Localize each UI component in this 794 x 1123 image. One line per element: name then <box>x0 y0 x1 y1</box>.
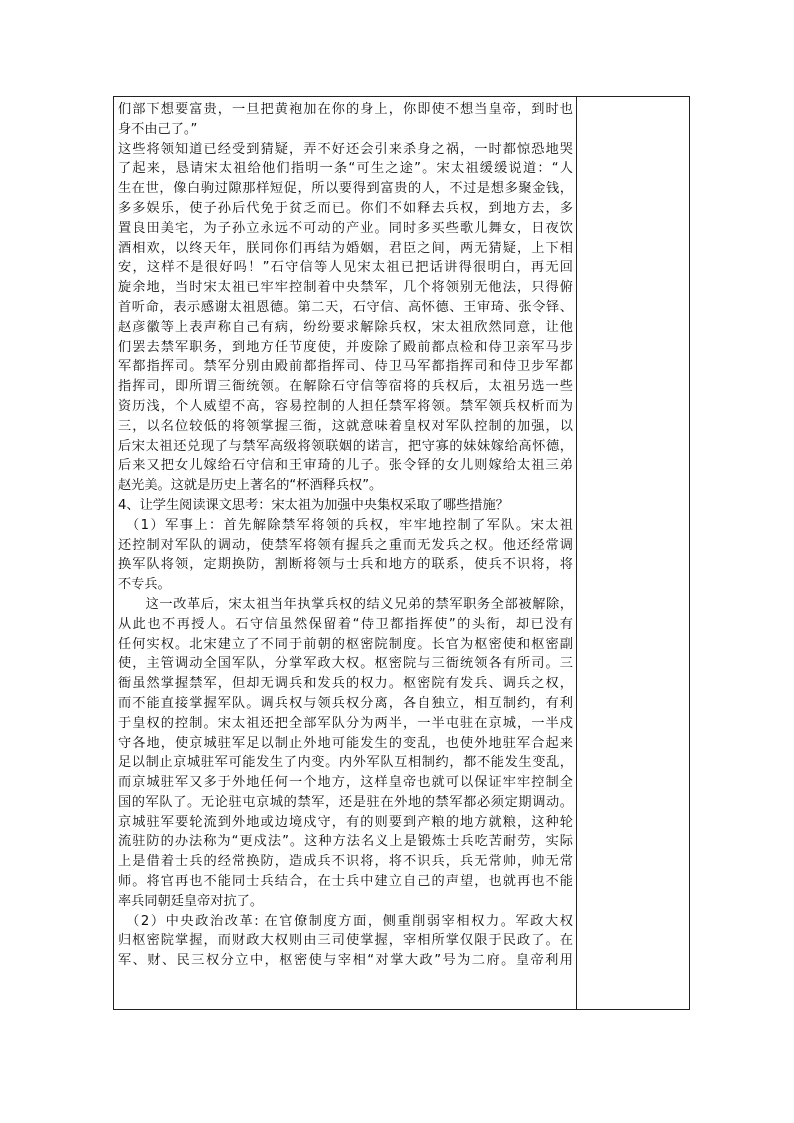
text-line: 指挥司，即所谓三衙统领。在解除石守信等宿将的兵权后，太祖另选一些 <box>118 379 573 395</box>
text-line: 们罢去禁军职务，到地方任节度使，并废除了殿前都点检和侍卫亲军马步 <box>118 339 573 355</box>
text-line: 赵彦徽等上表声称自己有病，纷纷要求解除兵权，宋太祖欣然同意，让他 <box>118 319 573 335</box>
text-line: 这一改革后，宋太祖当年执掌兵权的结义兄弟的禁军职务全部被解除， <box>118 596 573 612</box>
text-line: 率兵同朝廷皇帝对抗了。 <box>118 893 264 909</box>
text-line: 生在世，像白驹过隙那样短促，所以要得到富贵的人，不过是想多聚金钱， <box>118 181 573 197</box>
text-line: 酒相欢，以终天年，朕同你们再结为婚姻，君臣之间，两无猜疑，上下相 <box>118 240 573 256</box>
text-line: 后来又把女儿嫁给石守信和王审琦的儿子。张令铎的女儿则嫁给太祖三弟 <box>118 458 573 474</box>
content-cell <box>118 100 573 971</box>
text-line: （2）中央政治改革: 在官僚制度方面，侧重削弱宰相权力。军政大权 <box>118 913 573 929</box>
text-line: 身不由己了。” <box>118 121 198 137</box>
text-line: （1）军事上：首先解除禁军将领的兵权，牢牢地控制了军队。宋太祖 <box>118 517 573 533</box>
text-line: 师。将官再也不能同士兵结合，在士兵中建立自己的声望，也就再也不能 <box>118 874 573 890</box>
text-line: 上是借着士兵的经常换防，造成兵不识将，将不识兵，兵无常帅，帅无常 <box>118 854 573 870</box>
text-line: 赵光美。这就是历史上著名的“杯酒释兵权”。 <box>118 478 383 494</box>
text-line: 了起来，恳请宋太祖给他们指明一条“可生之途”。宋太祖缓缓说道：“人 <box>118 161 573 177</box>
text-line: 于皇权的控制。宋太祖还把全部军队分为两半，一半屯驻在京城，一半戍 <box>118 715 573 731</box>
text-line: 资历浅，个人威望不高，容易控制的人担任禁军将领。禁军领兵权析而为 <box>118 398 573 414</box>
text-line: 旋余地，当时宋太祖已牢牢控制着中央禁军，几个将领别无他法，只得俯 <box>118 280 573 296</box>
text-line: 首听命，表示感谢太祖恩德。第二天，石守信、高怀德、王审琦、张令铎、 <box>118 299 573 315</box>
text-line: 三，以名位较低的将领掌握三衙，这就意味着皇权对军队控制的加强，以 <box>118 418 573 434</box>
text-line: 们部下想要富贵，一旦把黄袍加在你的身上，你即使不想当皇帝，到时也 <box>118 102 573 117</box>
text-line: 任何实权。北宋建立了不同于前朝的枢密院制度。长官为枢密使和枢密副 <box>118 636 573 652</box>
text-line: 换军队将领，定期换防，割断将领与士兵和地方的联系，使兵不识将，将 <box>118 557 573 573</box>
text-line: 而京城驻军又多于外地任何一个地方，这样皇帝也就可以保证牢牢控制全 <box>118 775 573 791</box>
text-line: 流驻防的办法称为“更戍法”。这种方法名义上是锻炼士兵吃苦耐劳，实际 <box>118 834 573 850</box>
text-line: 使，主管调动全国军队，分掌军政大权。枢密院与三衙统领各有所司。三 <box>118 656 573 672</box>
text-line: 4、让学生阅读课文思考：宋太祖为加强中央集权采取了哪些措施？ <box>118 497 509 513</box>
text-line: 从此也不再授人。石守信虽然保留着“侍卫都指挥使”的头衔，却已没有 <box>118 616 573 632</box>
text-line: 后宋太祖还兑现了与禁军高级将领联姻的诺言，把守寡的妹妹嫁给高怀德， <box>118 438 573 454</box>
text-line: 衙虽然掌握禁军，但却无调兵和发兵的权力。枢密院有发兵、调兵之权， <box>118 676 573 692</box>
text-line: 守各地，使京城驻军足以制止外地可能发生的变乱，也使外地驻军合起来 <box>118 735 573 751</box>
text-line: 军、财、民三权分立中，枢密使与宰相“对掌大政”号为二府。皇帝利用 <box>118 953 573 969</box>
text-line: 还控制对军队的调动，使禁军将领有握兵之重而无发兵之权。他还经常调 <box>118 537 573 553</box>
notes-cell <box>577 97 689 1009</box>
text-line: 京城驻军要轮流到外地或边境戍守，有的则要到产粮的地方就粮，这种轮 <box>118 814 573 830</box>
text-line: 而不能直接掌握军队。调兵权与领兵权分离，各自独立，相互制约，有利 <box>118 695 573 711</box>
text-line: 军都指挥司。禁军分别由殿前都指挥司、侍卫马军都指挥司和侍卫步军都 <box>118 359 573 375</box>
text-line: 足以制止京城驻军可能发生了内变。内外军队互相制约，都不能发生变乱， <box>118 755 573 771</box>
text-line: 这些将领知道已经受到猜疑，弄不好还会引来杀身之祸，一时都惊恐地哭 <box>118 141 573 157</box>
text-line: 国的军队了。无论驻屯京城的禁军，还是驻在外地的禁军都必须定期调动。 <box>118 794 573 810</box>
text-line: 置良田美宅，为子孙立永远不可动的产业。同时多买些歌儿舞女，日夜饮 <box>118 220 573 236</box>
text-line: 不专兵。 <box>118 577 171 593</box>
document-table <box>113 96 690 1010</box>
text-line: 安，这样不是很好吗！”石守信等人见宋太祖已把话讲得很明白，再无回 <box>118 260 573 276</box>
text-line: 归枢密院掌握，而财政大权则由三司使掌握，宰相所掌仅限于民政了。在 <box>118 933 573 949</box>
text-line: 多多娱乐，使子孙后代免于贫乏而已。你们不如释去兵权，到地方去，多 <box>118 200 573 216</box>
